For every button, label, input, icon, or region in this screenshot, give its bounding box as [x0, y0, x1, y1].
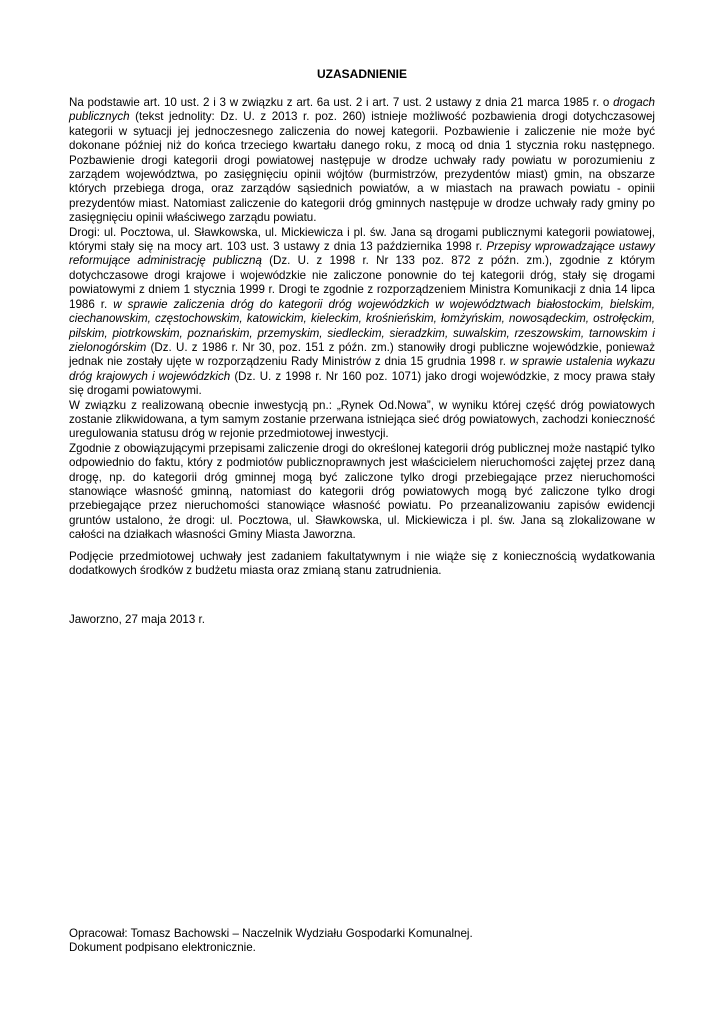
italic-act-title: drogach publicznych — [69, 96, 655, 124]
document-footer — [69, 927, 473, 956]
prepared-by: Opracował: Tomasz Bachowski – Naczelnik Wydziału Gospodarki Komunalnej. — [69, 927, 473, 940]
document-body — [69, 96, 655, 578]
paragraph-roads-status — [69, 226, 655, 399]
italic-act-title: Przepisy wprowadzające ustawy reformujące administrację publiczną — [69, 240, 655, 268]
date-line: Jaworzno, 27 maja 2013 r. — [69, 613, 205, 626]
document-title: UZASADNIENIE — [316, 67, 407, 81]
text-segment: Na podstawie art. 10 ust. 2 i 3 w związku z art. 6a ust. 2 i art. 7 ust. 2 ustawy z dnia 21 marca 1985 r. o — [69, 96, 614, 109]
paragraph-ownership: Zgodnie z obowiązującymi przepisami zaliczenie drogi do określonej kategorii dróg publicznej może nastąpić tylko odpowiednio do faktu, który z podmiotów publicznoprawnych jest właścicielem nieruchomości zajętej przez daną drogę, np. do kategorii dróg gminnej mogą być zaliczone tylko drogi przebiegające przez nieruchomości stanowiące własność gminną, natomiast do kategorii dróg powiatowych mogą być zaliczone tylko drogi przebiegające przez nieruchomości stanowiące własność powiatu. Po przeanalizowaniu zapisów ewidencji gruntów ustalono, że drogi: ul. Pocztowa, ul. Sławkowska, ul. Mickiewicza i pl. św. Jana są zlokalizowane w całości na działkach własności Gminy Miasta Jaworzna. — [69, 441, 655, 542]
paragraph-budget: Podjęcie przedmiotowej uchwały jest zadaniem fakultatywnym i nie wiąże się z koniecznością wydatkowania dodatkowych środków z budżetu miasta oraz zmianą stanu zatrudnienia. — [69, 549, 655, 577]
text-segment: (Dz. U. z 1998 r. Nr 160 poz. 1071) jako drogi wojewódzkie, z mocy prawa stały się drogami powiatowymi. — [69, 369, 656, 398]
italic-act-title: w sprawie ustalenia wykazu dróg krajowych i wojewódzkich — [69, 355, 655, 383]
italic-act-title: w sprawie zaliczenia dróg do kategorii dróg wojewódzkich w województwach białostockim, bielskim, ciechanowskim, częstochowskim, katowickim, kieleckim, krośnieńskim, łomżyńskim, nowosądeckim, ostrołęckim, pilskim, piotrkowskim, poznańskim, przemyskim, siedleckim, sieradzkim, suwalskim, rzeszowskim, tarnowskim i zielonogórskim — [69, 297, 655, 354]
paragraph-investment: W związku z realizowaną obecnie inwestycją pn.: „Rynek Od.Nowa”, w wyniku której część dróg powiatowych zostanie zlikwidowana, a tym samym zostanie przerwana istniejąca sieć dróg powiatowych, zachodzi konieczność uregulowania statusu dróg w rejonie przedmiotowej inwestycji. — [69, 398, 655, 441]
signature-note: Dokument podpisano elektronicznie. — [69, 941, 256, 955]
text-segment: (Dz. U. z 1986 r. Nr 30, poz. 151 z późn. zm.) stanowiły drogi publiczne wojewódzkie, ponieważ jednak nie zostały ujęte w rozporządzeniu Rady Ministrów z dnia 15 grudnia 1998 r. — [69, 340, 655, 369]
paragraph-legal-basis — [69, 96, 655, 226]
text-segment: (Dz. U. z 1998 r. Nr 133 poz. 872 z późn. zm.), zgodnie z którym dotychczasowe drogi krajowe i wojewódzkie nie zaliczone ponownie do tej kategorii dróg, stały się drogami powiatowymi z dniem 1 stycznia 1999 r. Drogi te zgodnie z rozporządzeniem Ministra Komunikacji z dnia 14 lipca 1986 r. — [69, 254, 655, 311]
text-segment: Drogi: ul. Pocztowa, ul. Sławkowska, ul. Mickiewicza i pl. św. Jana są drogami publicznymi kategorii powiatowej, którymi stały się na mocy art. 103 ust. 3 ustawy z dnia 13 października 1998 r. — [69, 225, 655, 254]
text-segment: (tekst jednolity: Dz. U. z 2013 r. poz. 260) istnieje możliwość pozbawienia drogi dotychczasowej kategorii w sytuacji jej jednoczesnego zaliczenia do nowej kategorii. Pozbawienie i zaliczenie nie może być dokonane później niż do końca trzeciego kwartału danego roku, z mocą od dnia 1 stycznia roku następnego. Pozbawienie drogi kategorii drogi powiatowej następuje w drodze uchwały rady powiatu w porozumieniu z zarządem województwa, po zasięgnięciu opinii wójtów (burmistrzów, prezydentów miast) gmin, na obszarze których przebiega droga, oraz zarządów sąsiednich powiatów, a w miastach na prawach powiatu - opinii prezydentów miast. Natomiast zaliczenie do kategorii dróg gminnych następuje w drodze uchwały rady gminy po zasięgnięciu opinii właściwego zarządu powiatu. — [69, 110, 655, 225]
